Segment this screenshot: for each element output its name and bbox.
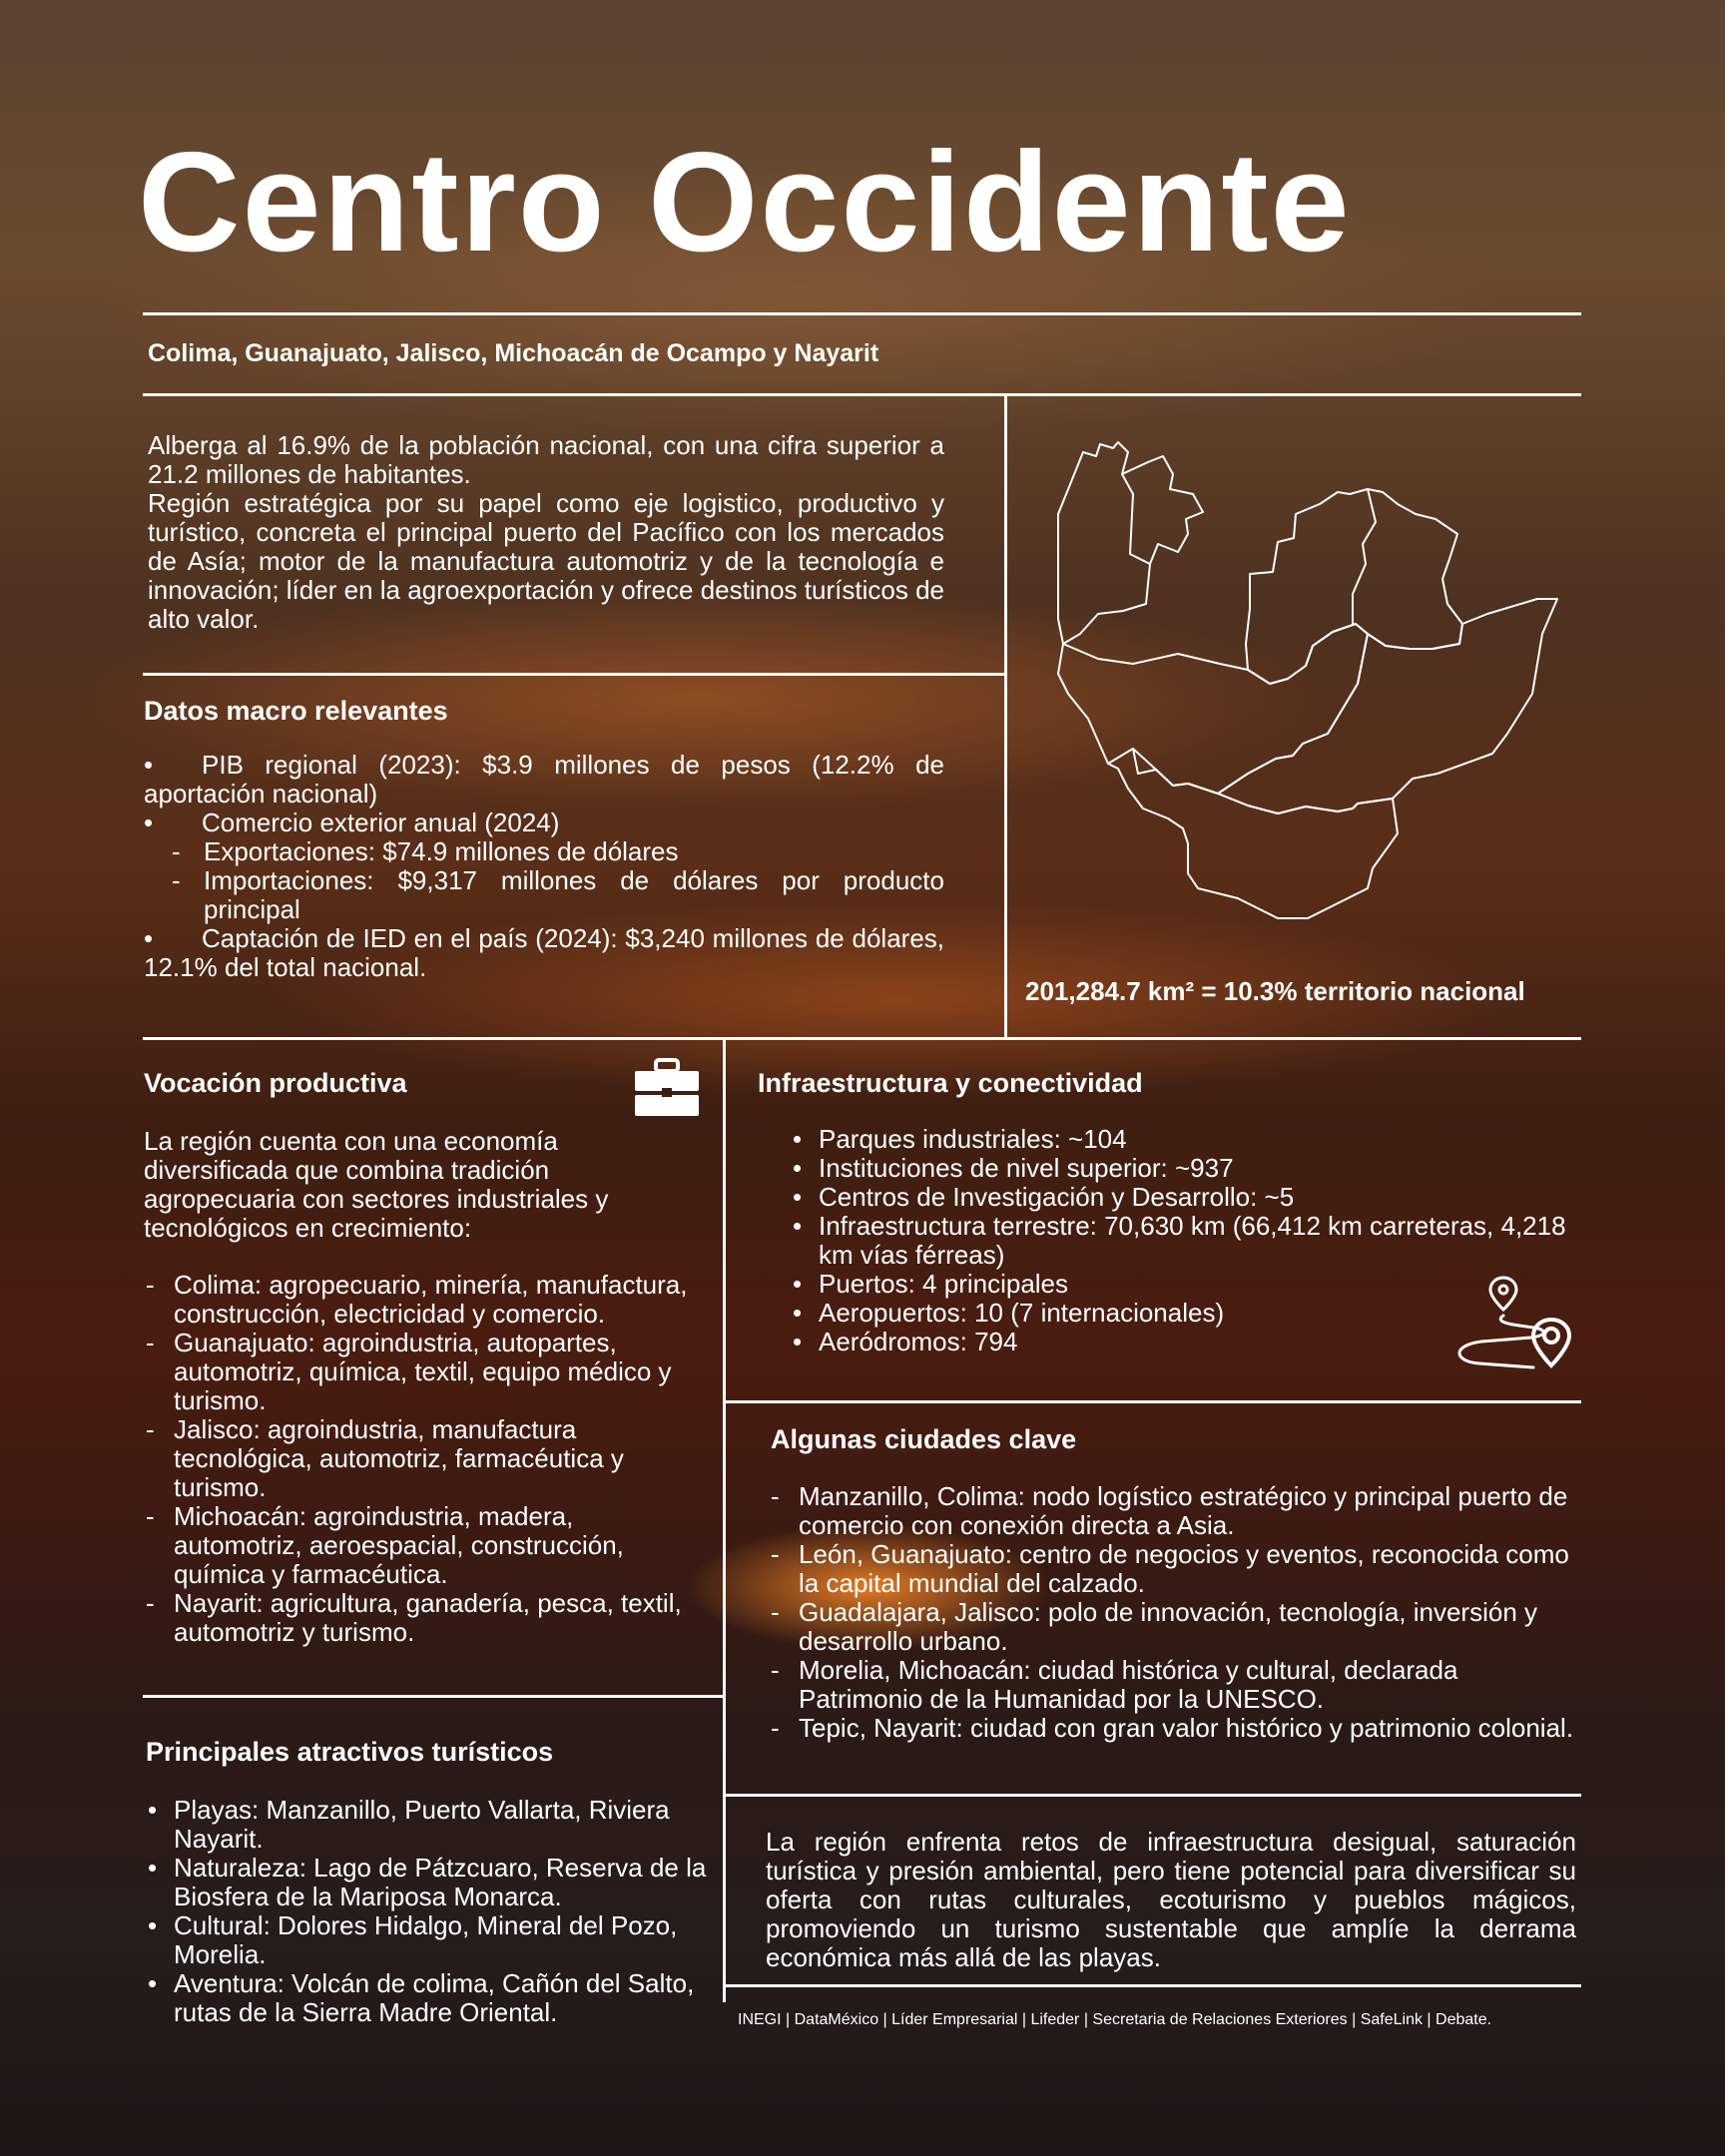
divider bbox=[143, 393, 1581, 396]
intro-population: Alberga al 16.9% de la población nacional, con una cifra superior a 21.2 millones de habitantes. bbox=[148, 430, 944, 489]
list-item: - Tepic, Nayarit: ciudad con gran valor histórico y patrimonio colonial. bbox=[769, 1714, 1577, 1743]
region-map bbox=[1038, 434, 1577, 953]
divider bbox=[725, 1400, 1581, 1403]
list-item: - Guadalajara, Jalisco: polo de innovación, tecnología, inversión y desarrollo urbano. bbox=[769, 1598, 1577, 1656]
divider bbox=[1004, 395, 1007, 1038]
list-item: • Parques industriales: ~104 bbox=[789, 1125, 1577, 1154]
macro-list bbox=[144, 751, 944, 982]
macro-item-ied: • Captación de IED en el país (2024): $3,240 millones de dólares, 12.1% del total nacional. bbox=[144, 923, 944, 982]
route-pin-icon bbox=[1451, 1276, 1571, 1379]
list-item: • Puertos: 4 principales bbox=[789, 1270, 1577, 1299]
divider bbox=[143, 1037, 1581, 1040]
turismo-list bbox=[144, 1796, 709, 2027]
list-item: • Aeródromos: 794 bbox=[789, 1328, 1577, 1356]
ciudades-list bbox=[769, 1482, 1577, 1743]
nayarit-outline bbox=[1058, 442, 1150, 644]
turismo-title: Principales atractivos turísticos bbox=[146, 1737, 554, 1767]
sources-footer: INEGI | DataMéxico | Líder Empresarial | Lifeder | Secretaria de Relaciones Exteriores | SafeLink | Debate. bbox=[738, 2011, 1492, 2028]
jalisco-outline bbox=[1058, 456, 1368, 794]
page-title: Centro Occidente bbox=[138, 123, 1352, 281]
list-item: • Instituciones de nivel superior: ~937 bbox=[789, 1154, 1577, 1183]
intro-strategic: Región estratégica por su papel como eje logistico, productivo y turístico, concreta el principal puerto del Pacífico con los mercados de Asía; motor de la manufactura automotriz y de la tecnología e innovación; líder en la agroexportación y ofrece destinos turísticos de alto valor. bbox=[148, 488, 944, 634]
list-item: - Morelia, Michoacán: ciudad histórica y cultural, declarada Patrimonio de la Humanidad por la UNESCO. bbox=[769, 1656, 1577, 1714]
macro-subitem-exportaciones: - Exportaciones: $74.9 millones de dólares bbox=[144, 837, 944, 866]
divider bbox=[143, 1695, 723, 1698]
michoacan-outline bbox=[1218, 599, 1557, 813]
list-item: • Cultural: Dolores Hidalgo, Mineral del Pozo, Morelia. bbox=[144, 1911, 709, 1969]
states-subtitle: Colima, Guanajuato, Jalisco, Michoacán de Ocampo y Nayarit bbox=[148, 339, 879, 367]
colima-border bbox=[1108, 749, 1398, 918]
divider bbox=[143, 673, 1004, 676]
macro-item-comercio: • Comercio exterior anual (2024) bbox=[144, 808, 560, 837]
divider bbox=[725, 1984, 1581, 1987]
list-item: - Colima: agropecuario, minería, manufactura, construcción, electricidad y comercio. bbox=[144, 1271, 703, 1329]
vocacion-list bbox=[144, 1271, 703, 1647]
macro-title: Datos macro relevantes bbox=[144, 696, 448, 726]
guanajuato-outline bbox=[1246, 489, 1462, 684]
intro-text bbox=[148, 431, 944, 634]
retos-text: La región enfrenta retos de infraestructura desigual, saturación turística y presión ambiental, pero tiene potencial para diversificar su oferta con rutas culturales, ecoturismo y pueblos mágicos, promoviendo un turismo sustentable que amplíe la derrama económica más allá de las playas. bbox=[766, 1827, 1576, 1972]
list-item: • Aeropuertos: 10 (7 internacionales) bbox=[789, 1299, 1577, 1328]
list-item: - Nayarit: agricultura, ganadería, pesca, textil, automotriz y turismo. bbox=[144, 1589, 703, 1647]
list-item: - León, Guanajuato: centro de negocios y eventos, reconocida como la capital mundial del calzado. bbox=[769, 1540, 1577, 1598]
list-item: • Playas: Manzanillo, Puerto Vallarta, Riviera Nayarit. bbox=[144, 1796, 709, 1854]
divider bbox=[723, 1039, 726, 2002]
list-item: - Michoacán: agroindustria, madera, automotriz, aeroespacial, construcción, química y farmacéutica. bbox=[144, 1502, 703, 1589]
macro-subitem-importaciones: - Importaciones: $9,317 millones de dólares por producto principal bbox=[144, 866, 944, 924]
divider bbox=[143, 312, 1581, 315]
list-item: • Aventura: Volcán de colima, Cañón del Salto, rutas de la Sierra Madre Oriental. bbox=[144, 1969, 709, 2027]
list-item: - Guanajuato: agroindustria, autopartes, automotriz, química, textil, equipo médico y turismo. bbox=[144, 1329, 703, 1415]
list-item: • Infraestructura terrestre: 70,630 km (66,412 km carreteras, 4,218 km vías férreas) bbox=[789, 1212, 1577, 1270]
briefcase-icon bbox=[633, 1058, 701, 1118]
list-item: • Centros de Investigación y Desarrollo: ~5 bbox=[789, 1183, 1577, 1212]
list-item: - Manzanillo, Colima: nodo logístico estratégico y principal puerto de comercio con conexión directa a Asia. bbox=[769, 1482, 1577, 1540]
ciudades-title: Algunas ciudades clave bbox=[771, 1424, 1077, 1454]
list-item: - Jalisco: agroindustria, manufactura tecnológica, automotriz, farmacéutica y turismo. bbox=[144, 1415, 703, 1502]
infra-title: Infraestructura y conectividad bbox=[758, 1068, 1143, 1098]
queretaro-border bbox=[1353, 489, 1376, 624]
list-item: • Naturaleza: Lago de Pátzcuaro, Reserva de la Biosfera de la Mariposa Monarca. bbox=[144, 1854, 709, 1911]
territory-area: 201,284.7 km² = 10.3% territorio nacional bbox=[1025, 976, 1525, 1006]
vocacion-intro: La región cuenta con una economía diversificada que combina tradición agropecuaria con sectores industriales y tecnológicos en crecimiento: bbox=[144, 1126, 609, 1243]
vocacion-title: Vocación productiva bbox=[144, 1068, 407, 1098]
macro-item-pib: • PIB regional (2023): $3.9 millones de pesos (12.2% de aportación nacional) bbox=[144, 750, 944, 808]
divider bbox=[725, 1794, 1581, 1797]
